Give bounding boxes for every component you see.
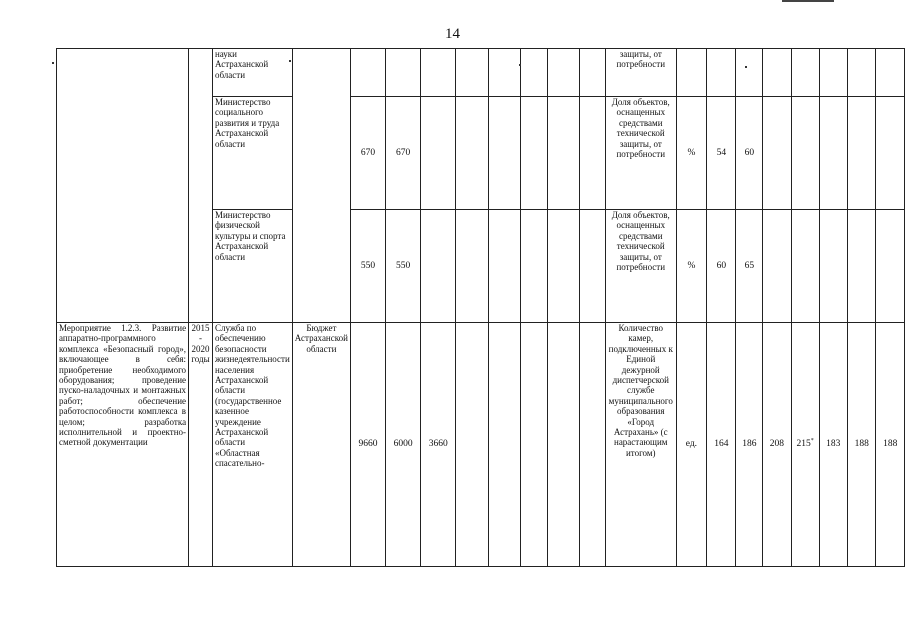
period-cell: 2015 - 2020 годы (189, 323, 213, 567)
year-value-cell (456, 97, 488, 210)
year-value-cell (520, 323, 547, 567)
year-value-cell (456, 323, 488, 567)
year-value-cell (548, 210, 579, 323)
year-value-cell (520, 49, 547, 97)
year-value-cell: 550 (386, 210, 421, 323)
indicator-year-cell: 186 (736, 323, 763, 567)
indicator-year-cell: 54 (707, 97, 736, 210)
executor-cell: Служба по обеспечению безопасности жизнедеятельности населения Астраханской области (государственное казенное учреждение Астраханской области «Областная спасательно- (212, 323, 292, 567)
scan-speck (519, 64, 521, 66)
year-value-cell (579, 49, 605, 97)
total-cell (350, 49, 385, 97)
year-value-cell: 3660 (421, 323, 456, 567)
executor-cell: Министерство социального развития и труда Астраханской области (212, 97, 292, 210)
indicator-year-cell (876, 210, 905, 323)
scan-speck (52, 62, 54, 64)
indicator-year-cell (819, 210, 847, 323)
indicator-cell: защиты, от потребности (605, 49, 676, 97)
indicator-year-cell (848, 210, 876, 323)
year-value-cell (456, 49, 488, 97)
table-row (57, 323, 905, 567)
executor-cell: Министерство физической культуры и спорта Астраханской области (212, 210, 292, 323)
year-value-cell (421, 49, 456, 97)
indicator-year-cell (791, 323, 819, 567)
year-value-cell (488, 49, 520, 97)
indicator-year-cell (791, 49, 819, 97)
indicator-year-cell (791, 210, 819, 323)
indicator-year-value: 215 (796, 439, 811, 450)
year-value-cell (520, 210, 547, 323)
indicator-year-cell: 164 (707, 323, 736, 567)
indicator-year-cell (763, 97, 791, 210)
unit-cell: % (676, 210, 707, 323)
indicator-year-cell (848, 97, 876, 210)
year-value-cell (488, 323, 520, 567)
indicator-year-cell: 188 (848, 323, 876, 567)
year-value-cell (488, 97, 520, 210)
source-cell-empty (292, 49, 350, 323)
indicator-year-cell (819, 49, 847, 97)
indicator-year-cell: 188 (876, 323, 905, 567)
measure-name-cell-empty (57, 49, 189, 323)
total-cell: 670 (350, 97, 385, 210)
indicator-year-cell: 65 (736, 210, 763, 323)
year-value-cell (548, 49, 579, 97)
unit-cell: ед. (676, 323, 707, 567)
year-value-cell (548, 323, 579, 567)
indicator-year-cell: 60 (736, 97, 763, 210)
indicator-year-cell: 183 (819, 323, 847, 567)
scan-edge-mark (782, 0, 834, 2)
indicator-year-cell (763, 210, 791, 323)
indicator-year-cell (791, 97, 819, 210)
indicator-year-cell: 60 (707, 210, 736, 323)
indicator-year-cell (763, 49, 791, 97)
measure-name-cell: Мероприятие 1.2.3. Развитие аппаратно-программного комплекса «Безопасный город», включающее в себя: приобретение необходимого оборудования; проведение пуско-наладочных и монтажных работ; обеспечение работоспособности комплекса в целом; разработка исполнительной и проектно-сметной документации (57, 323, 189, 567)
period-cell-empty (189, 49, 213, 323)
indicator-year-cell (736, 49, 763, 97)
year-value-cell (488, 210, 520, 323)
year-value-cell (579, 323, 605, 567)
indicator-year-cell: 208 (763, 323, 791, 567)
year-value-cell (456, 210, 488, 323)
unit-cell (676, 49, 707, 97)
year-value-cell (421, 210, 456, 323)
executor-cell: науки Астраханской области (212, 49, 292, 97)
indicator-year-cell (876, 49, 905, 97)
year-value-cell: 670 (386, 97, 421, 210)
year-value-cell (579, 97, 605, 210)
table-row (57, 49, 905, 97)
unit-cell: % (676, 97, 707, 210)
total-cell: 550 (350, 210, 385, 323)
total-cell: 9660 (350, 323, 385, 567)
program-table (56, 48, 905, 567)
indicator-cell: Доля объектов, оснащенных средствами технической защиты, от потребности (605, 210, 676, 323)
year-value-cell (421, 97, 456, 210)
year-value-cell (579, 210, 605, 323)
indicator-year-cell (819, 97, 847, 210)
indicator-year-cell (848, 49, 876, 97)
footnote-mark: * (810, 438, 814, 445)
year-value-cell (548, 97, 579, 210)
year-value-cell (520, 97, 547, 210)
page-number: 14 (445, 26, 460, 42)
indicator-cell: Количество камер, подключенных к Единой дежурной диспетчерской службе муниципального образования «Город Астрахань» (с нарастающим итогом) (605, 323, 676, 567)
scan-speck (289, 60, 291, 62)
indicator-cell: Доля объектов, оснащенных средствами технической защиты, от потребности (605, 97, 676, 210)
year-value-cell (386, 49, 421, 97)
scan-speck (745, 66, 747, 68)
year-value-cell: 6000 (386, 323, 421, 567)
indicator-year-cell (707, 49, 736, 97)
indicator-year-cell (876, 97, 905, 210)
source-cell: Бюджет Астраханской области (292, 323, 350, 567)
